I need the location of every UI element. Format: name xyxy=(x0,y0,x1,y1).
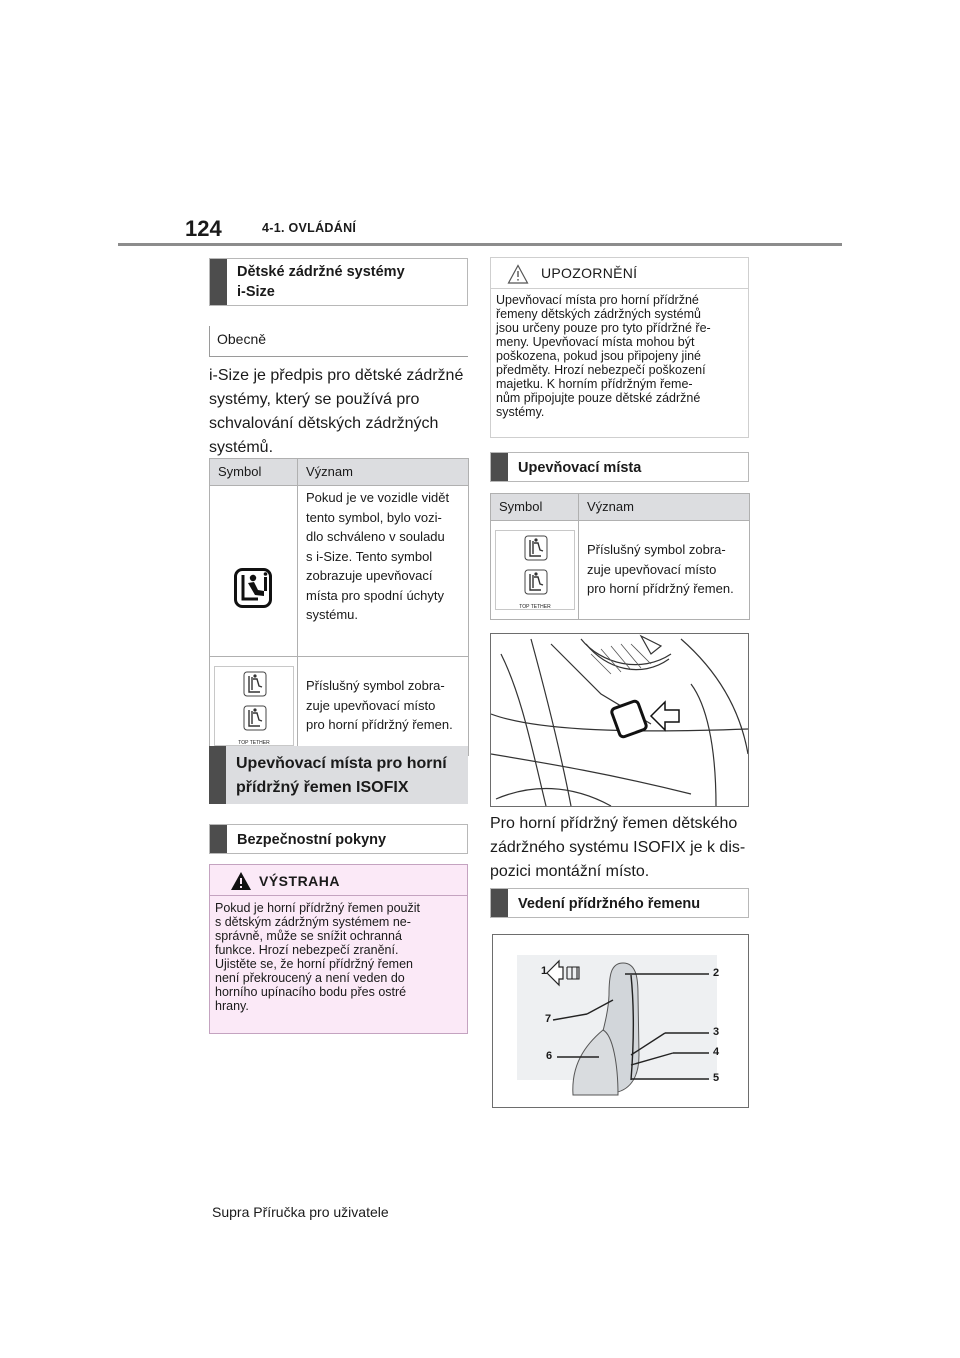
meaning-cell: Příslušný symbol zobra- zuje upevňovací místo pro horní přídržný řemen. xyxy=(298,657,469,756)
footer-text: Supra Příručka pro uživatele xyxy=(212,1204,389,1220)
general-divider xyxy=(209,356,468,357)
routing-heading-box xyxy=(490,888,749,918)
caution-title: UPOZORNĚNÍ xyxy=(541,265,638,281)
figure-label-3: 3 xyxy=(713,1026,720,1038)
strap-routing-figure xyxy=(492,934,749,1108)
isize-seat-icon xyxy=(234,568,272,608)
figure-label-1: 1 xyxy=(541,965,548,977)
warning-box xyxy=(209,864,468,1034)
top-tether-anchor-icon xyxy=(243,705,267,731)
symbol-cell xyxy=(210,657,298,756)
col-symbol: Symbol xyxy=(210,459,298,486)
rear-cabin-illustration xyxy=(491,634,748,806)
safety-heading-box xyxy=(209,824,468,854)
caution-divider xyxy=(491,288,748,289)
top-tether-icon-box xyxy=(495,530,575,610)
anchor-symbol-table xyxy=(490,493,750,620)
isofix-heading: Upevňovací místa pro horní přídržný řemen ISOFIX xyxy=(236,755,447,796)
col-meaning: Význam xyxy=(298,459,469,486)
figure-label-6: 6 xyxy=(546,1050,553,1062)
heading-bar xyxy=(210,259,227,305)
table-row xyxy=(210,486,469,657)
header-divider xyxy=(118,243,842,246)
top-tether-icon-box xyxy=(214,666,294,746)
heading-bar xyxy=(209,746,226,804)
col-meaning: Význam xyxy=(579,494,750,521)
isize-symbol-table xyxy=(209,458,469,756)
top-tether-label: TOP TETHER xyxy=(238,740,270,746)
isize-heading: Dětské zádržné systémy i-Size xyxy=(237,264,405,300)
caution-triangle-icon xyxy=(507,264,529,284)
figure-label-7: 7 xyxy=(545,1013,552,1025)
col-symbol: Symbol xyxy=(491,494,579,521)
routing-heading: Vedení přídržného řemenu xyxy=(518,896,701,912)
seat-strap-illustration xyxy=(493,935,748,1107)
symbol-cell xyxy=(210,486,298,657)
page-number: 124 xyxy=(185,216,222,241)
table-row xyxy=(210,657,469,756)
warning-title: VÝSTRAHA xyxy=(259,873,341,889)
anchor-heading: Upevňovací místa xyxy=(518,460,642,476)
top-tether-label: TOP TETHER xyxy=(519,604,551,610)
isize-heading-box xyxy=(209,258,468,306)
general-subheading: Obecně xyxy=(217,331,267,347)
general-subheading-rule xyxy=(209,326,210,356)
anchor-location-figure xyxy=(490,633,749,807)
warning-divider xyxy=(210,895,467,896)
warning-text: Pokud je horní přídržný řemen použit s dětským zádržným systémem ne- správně, může se snížit ochranná funkce. Hrozí nebezpečí zranění. Ujistěte se, že horní přídržný řemen není překroucený a není veden do horního upínacího bodu přes ostré hrany. xyxy=(215,901,420,1013)
general-text: i-Size je předpis pro dětské zádržné systémy, který se používá pro schvalování dětských zádržných systémů. xyxy=(209,367,464,456)
anchor-heading-box xyxy=(490,452,749,482)
top-tether-anchor-icon xyxy=(524,535,548,561)
meaning-cell: Pokud je ve vozidle vidět tento symbol, bylo vozi- dlo schváleno v souladu s i-Size. Tento symbol zobrazuje upevňovací místa pro spodní úchyty systému. xyxy=(298,486,469,657)
figure-label-2: 2 xyxy=(713,967,720,979)
symbol-cell xyxy=(491,521,579,620)
isofix-heading-box xyxy=(209,746,468,804)
section-title: 4-1. OVLÁDÁNÍ xyxy=(262,221,357,235)
caution-box xyxy=(490,257,749,438)
meaning-cell: Příslušný symbol zobra- zuje upevňovací místo pro horní přídržný řemen. xyxy=(579,521,750,620)
figure-label-5: 5 xyxy=(713,1072,720,1084)
caution-text: Upevňovací místa pro horní přídržné řemeny dětských zádržných systémů jsou určeny pouze pro tyto přídržné ře- meny. Upevňovací místa mohou být poškozena, pokud jsou připojeny jiné předměty. Hrozí nebezpečí poškození majetku. K horním přídržným řeme- nům připojujte pouze dětské zádržné systémy. xyxy=(496,293,711,419)
warning-triangle-icon xyxy=(230,871,252,891)
safety-heading: Bezpečnostní pokyny xyxy=(237,832,387,848)
top-tether-anchor-icon xyxy=(524,569,548,595)
table-row xyxy=(491,521,750,620)
heading-bar xyxy=(491,889,508,917)
heading-bar xyxy=(491,453,508,481)
top-tether-anchor-icon xyxy=(243,671,267,697)
figure-label-4: 4 xyxy=(713,1046,720,1058)
anchor-text: Pro horní přídržný řemen dětského zádržného systému ISOFIX je k dis- pozici montážní místo. xyxy=(490,815,746,880)
heading-bar xyxy=(210,825,227,853)
